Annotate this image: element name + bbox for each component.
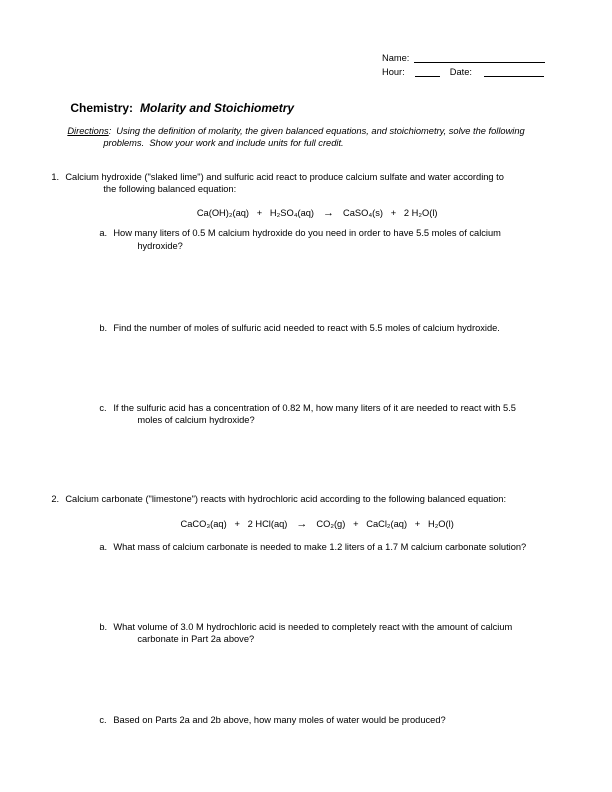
part-1c-marker: c. — [99, 403, 107, 413]
equation-2-lhs: CaCO₃(aq) + 2 HCl(aq) — [180, 519, 288, 529]
part-1a-text-2: hydroxide? — [137, 241, 183, 251]
part-1c-text-2: moles of calcium hydroxide? — [137, 415, 255, 425]
directions-line-2 — [93, 125, 344, 161]
topic-label: Molarity and Stoichiometry — [140, 101, 295, 115]
part-1c-text-1: If the sulfuric acid has a concentration of 0.82 M, how many liters of it are needed to react with 5.5 — [113, 403, 516, 413]
problem-1-intro-text-1: Calcium hydroxide ("slaked lime") and sulfuric acid react to produce calcium sulfate and water according to — [65, 172, 504, 182]
part-1a-line-2 — [127, 228, 183, 264]
name-row — [382, 50, 545, 63]
part-2b-line-2 — [127, 621, 254, 657]
name-label: Name: — [382, 53, 410, 63]
part-1b-marker: b. — [99, 323, 108, 333]
part-1c-line-2 — [127, 402, 255, 438]
problem-1-intro-text-2: the following balanced equation: — [103, 184, 237, 194]
part-2a-line-1 — [89, 529, 526, 565]
equation-1-lhs: Ca(OH)₂(aq) + H₂SO₄(aq) — [196, 208, 315, 218]
equation-1-rhs: CaSO₄(s) + 2 H₂O(l) — [343, 208, 438, 218]
problem-2-intro-text-1: Calcium carbonate ("limestone") reacts with hydrochloric acid according to the following balanced equation: — [65, 494, 507, 504]
directions-text-line-2: problems. Show your work and include units for full credit. — [103, 138, 344, 148]
directions-label: Directions — [67, 126, 109, 136]
problem-1-number: 1. — [51, 172, 60, 182]
equation-2-rhs: CO₂(g) + CaCl₂(aq) + H₂O(l) — [316, 519, 454, 529]
date-blank-line — [484, 64, 544, 77]
part-2a-text-1: What mass of calcium carbonate is needed to make 1.2 liters of a 1.7 M calcium carbonate solution? — [113, 542, 527, 552]
part-1b-line-1 — [89, 310, 500, 346]
part-2c-line-1 — [89, 702, 446, 738]
course-label: Chemistry: — [70, 101, 134, 115]
part-2a-marker: a. — [99, 542, 108, 552]
reaction-arrow-icon: → — [323, 207, 335, 219]
directions-colon: : — [108, 126, 112, 136]
part-1a-marker: a. — [99, 228, 108, 238]
hour-label: Hour: — [382, 67, 405, 77]
date-label: Date: — [449, 67, 472, 77]
hour-blank-line — [415, 64, 440, 77]
part-1b-text-1: Find the number of moles of sulfuric acid needed to react with 5.5 moles of calcium hydroxide. — [113, 323, 500, 333]
part-2b-text-1: What volume of 3.0 M hydrochloric acid is needed to completely react with the amount of calcium — [113, 622, 513, 632]
part-2b-marker: b. — [99, 622, 108, 632]
part-2c-text-1: Based on Parts 2a and 2b above, how many moles of water would be produced? — [113, 715, 446, 725]
name-blank-line — [414, 50, 545, 63]
part-2b-text-2: carbonate in Part 2a above? — [137, 634, 255, 644]
part-1a-text-1: How many liters of 0.5 M calcium hydroxide do you need in order to have 5.5 moles of calcium — [113, 228, 501, 238]
hour-date-row — [382, 64, 544, 77]
directions-text-line-1: Using the definition of molarity, the given balanced equations, and stoichiometry, solve the following — [116, 126, 525, 136]
reaction-arrow-icon: → — [296, 518, 308, 530]
part-2c-marker: c. — [99, 715, 107, 725]
problem-2-number: 2. — [51, 494, 60, 504]
